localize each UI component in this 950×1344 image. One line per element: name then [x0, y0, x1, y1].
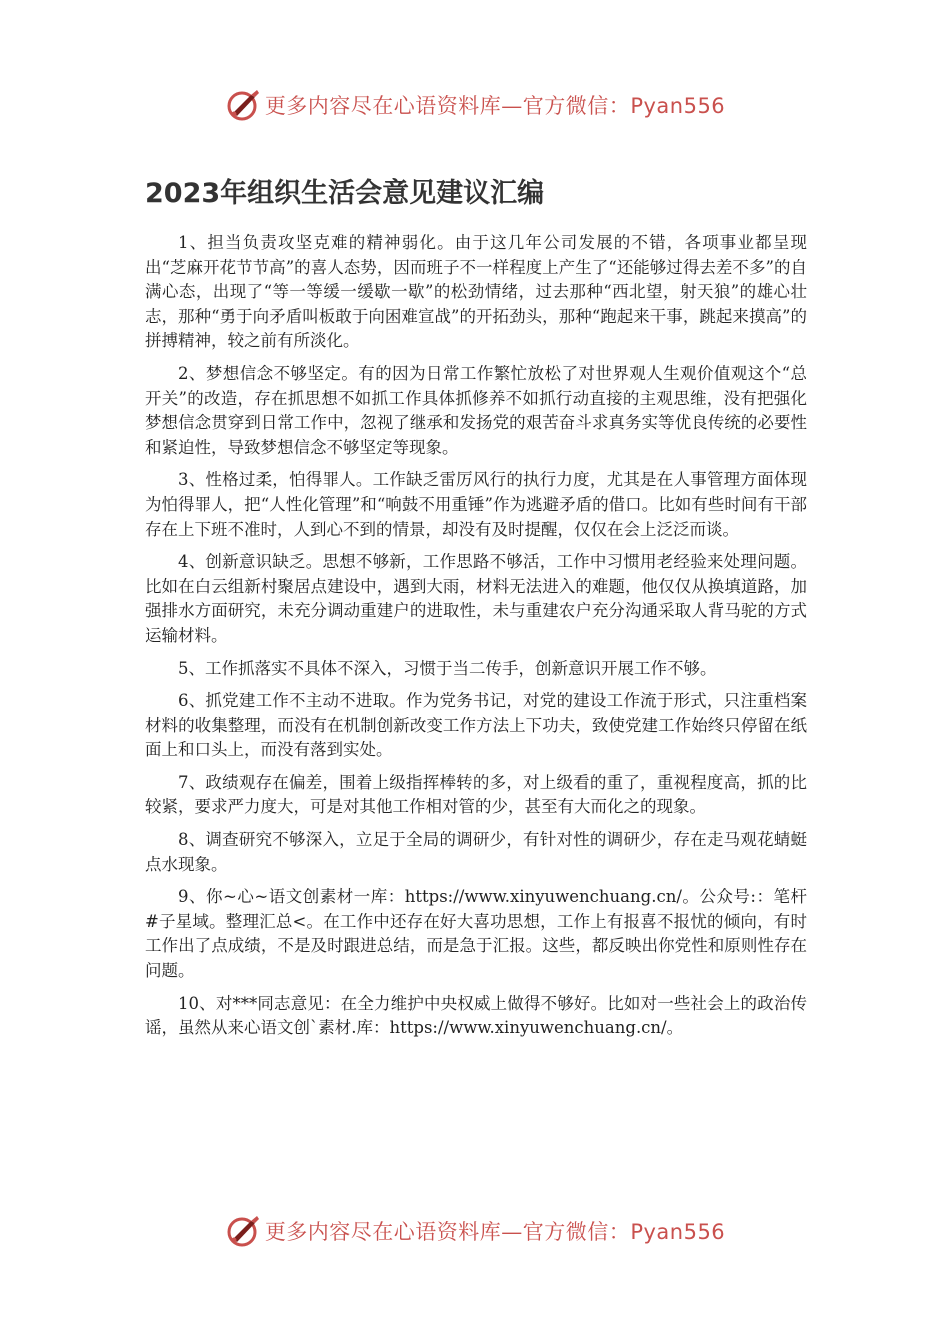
paragraph-10: 10、对***同志意见：在全力维护中央权威上做得不够好。比如对一些社会上的政治传谣，虽然从来心语文创`素材.库：https://www.xinyuwenchuang.cn/。 — [145, 993, 807, 1038]
paragraph-8: 8、调查研究不够深入，立足于全局的调研少，有针对性的调研少，存在走马观花蜻蜓点水现象。 — [145, 830, 807, 874]
paragraph-2: 2、梦想信念不够坚定。有的因为日常工作繁忙放松了对世界观人生观价值观这个“总开关”的改造，存在抓思想不如抓工作具体抓修养不如抓行动直接的主观思维，没有把强化梦想信念贯穿到日常工作中，忽视了继承和发扬党的艰苦奋斗求真务实等优良传统的必要性和紧迫性，导致梦想信念不够坚定等现象。 — [145, 363, 807, 457]
watermark-text: 更多内容尽在心语资料库—官方微信：Pyan556 — [264, 94, 726, 118]
wechat-id: Pyan556 — [630, 1220, 726, 1244]
paragraph-5: 5、工作抓落实不具体不深入，习惯于当二传手，创新意识开展工作不够。 — [178, 658, 717, 678]
watermark-banner-top — [0, 80, 950, 130]
watermark-text: 更多内容尽在心语资料库—官方微信：Pyan556 — [264, 1220, 726, 1244]
watermark-banner-bottom — [0, 1206, 950, 1256]
wechat-id: Pyan556 — [630, 94, 726, 118]
paragraph-9: 9、你~心~语文创素材一库：https://www.xinyuwenchuang.cn/。公众号:：笔杆#子星域。整理汇总<。在工作中还存在好大喜功思想，工作上有报喜不报忧的倾向，有时工作出了点成绩，不是及时跟进总结，而是急于汇报。这些，都反映出你党性和原则性存在问题。 — [145, 887, 807, 981]
paragraph-1: 1、担当负责攻坚克难的精神弱化。由于这几年公司发展的不错，各项事业都呈现出“芝麻开花节节高”的喜人态势，因而班子不一样程度上产生了“还能够过得去差不多”的自满心态，出现了“等一等缓一缓歇一歇”的松劲情绪，过去那种“西北望，射天狼”的雄心壮志，那种“勇于向矛盾叫板敢于向困难宣战”的开拓劲头，那种“跑起来干事，跳起来摸高”的拼搏精神，较之前有所淡化。 — [145, 233, 807, 351]
paragraph-6: 6、抓党建工作不主动不进取。作为党务书记，对党的建设工作流于形式，只注重档案材料的收集整理，而没有在机制创新改变工作方法上下功夫，致使党建工作始终只停留在纸面上和口头上，而没有落到实处。 — [145, 691, 807, 760]
paragraph-7: 7、政绩观存在偏差，围着上级指挥棒转的多，对上级看的重了，重视程度高，抓的比较紧，要求严力度大，可是对其他工作相对管的少，甚至有大而化之的现象。 — [145, 772, 807, 817]
paragraph-4: 4、创新意识缺乏。思想不够新，工作思路不够活，工作中习惯用老经验来处理问题。比如在白云组新村聚居点建设中，遇到大雨，材料无法进入的难题，他仅仅从换填道路，加强排水方面研究，未充分调动重建户的进取性，未与重建农户充分沟通采取人背马驼的方式运输材料。 — [145, 552, 807, 645]
document-body — [145, 231, 807, 1049]
paragraph-3: 3、性格过柔，怕得罪人。工作缺乏雷厉风行的执行力度，尤其是在人事管理方面体现为怕得罪人，把“人性化管理”和“响鼓不用重锤”作为逃避矛盾的借口。比如有些时间有干部存在上下班不准时，人到心不到的情景，却没有及时提醒，仅仅在会上泛泛而谈。 — [145, 470, 807, 539]
brush-logo-icon — [225, 1213, 261, 1249]
brush-logo-icon — [225, 87, 261, 123]
document-title: 2023年组织生活会意见建议汇编 — [145, 178, 545, 209]
